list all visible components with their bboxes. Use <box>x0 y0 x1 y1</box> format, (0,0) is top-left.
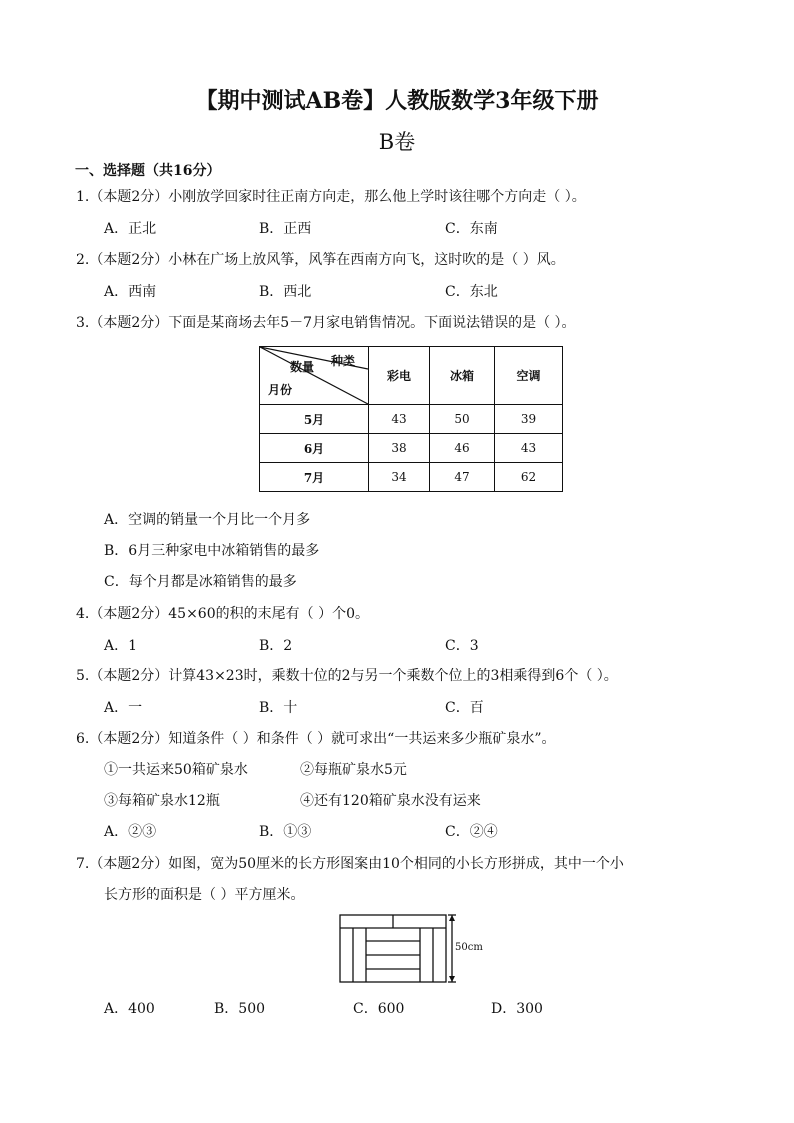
q4-option-b: B．2 <box>259 638 293 654</box>
q6-option-c: C．②④ <box>445 824 498 840</box>
q6-condition-3: ③每箱矿泉水12瓶 <box>104 793 220 809</box>
row-header: 6月 <box>260 434 369 463</box>
table-cell: 43 <box>369 405 430 434</box>
q2-option-a: A．西南 <box>104 284 157 300</box>
q5-option-b: B．十 <box>259 700 298 716</box>
q1-option-a: A．正北 <box>104 221 157 237</box>
table-cell: 38 <box>369 434 430 463</box>
corner-label-month: 月份 <box>268 383 293 397</box>
corner-label-type: 种类 <box>331 354 356 368</box>
row-header: 7月 <box>260 463 369 492</box>
q6-condition-4: ④还有120箱矿泉水没有运来 <box>300 793 481 809</box>
section-heading: 一、选择题（共16分） <box>75 163 221 179</box>
table-cell: 43 <box>495 434 563 463</box>
q2-option-b: B．西北 <box>259 284 312 300</box>
table-cell: 39 <box>495 405 563 434</box>
page-title: 【期中测试AB卷】人教版数学3年级下册 <box>195 88 599 114</box>
figure-dimension-label: 50cm <box>455 942 483 953</box>
table-cell: 47 <box>430 463 495 492</box>
table-cell: 50 <box>430 405 495 434</box>
question-7-line-1: 7.（本题2分）如图，宽为50厘米的长方形图案由10个相同的小长方形拼成，其中一个小 <box>76 856 624 872</box>
column-header: 彩电 <box>369 347 430 405</box>
table-row <box>260 405 563 434</box>
question-5: 5.（本题2分）计算43×23时，乘数十位的2与另一个乘数个位上的3相乘得到6个（ ）。 <box>76 668 618 684</box>
sales-table <box>259 346 563 492</box>
q5-option-a: A．一 <box>104 700 143 716</box>
table-cell: 62 <box>495 463 563 492</box>
table-cell: 46 <box>430 434 495 463</box>
table-row <box>260 463 563 492</box>
q7-option-d: D．300 <box>491 1001 543 1017</box>
question-3: 3.（本题2分）下面是某商场去年5－7月家电销售情况。下面说法错误的是（ ）。 <box>76 315 576 331</box>
q4-option-c: C．3 <box>445 638 479 654</box>
q4-option-a: A．1 <box>104 638 138 654</box>
q7-option-a: A．400 <box>104 1001 155 1017</box>
q1-option-b: B．正西 <box>259 221 312 237</box>
row-header: 5月 <box>260 405 369 434</box>
q5-option-c: C．百 <box>445 700 484 716</box>
table-cell: 34 <box>369 463 430 492</box>
q1-option-c: C．东南 <box>445 221 498 237</box>
q7-option-c: C．600 <box>353 1001 405 1017</box>
page-subtitle: B卷 <box>378 130 416 154</box>
question-4: 4.（本题2分）45×60的积的末尾有（ ）个0。 <box>76 606 369 622</box>
q3-option-b: B．6月三种家电中冰箱销售的最多 <box>104 543 320 559</box>
question-1: 1.（本题2分）小刚放学回家时往正南方向走，那么他上学时该往哪个方向走（ ）。 <box>76 189 586 205</box>
question-7-line-2: 长方形的面积是（ ）平方厘米。 <box>104 887 305 903</box>
q2-option-c: C．东北 <box>445 284 498 300</box>
table-corner-cell <box>260 347 369 405</box>
column-header: 空调 <box>495 347 563 405</box>
column-header: 冰箱 <box>430 347 495 405</box>
q3-option-a: A．空调的销量一个月比一个月多 <box>104 512 311 528</box>
q6-option-b: B．①③ <box>259 824 312 840</box>
q3-option-c: C．每个月都是冰箱销售的最多 <box>104 574 297 590</box>
q7-option-b: B．500 <box>214 1001 266 1017</box>
q6-option-a: A．②③ <box>104 824 157 840</box>
table-row <box>260 434 563 463</box>
corner-label-quantity: 数量 <box>290 360 315 374</box>
question-2: 2.（本题2分）小林在广场上放风筝，风筝在西南方向飞，这时吹的是（ ）风。 <box>76 252 565 268</box>
question-6: 6.（本题2分）知道条件（ ）和条件（ ）就可求出“一共运来多少瓶矿泉水”。 <box>76 731 556 747</box>
q6-condition-2: ②每瓶矿泉水5元 <box>300 762 407 778</box>
q6-condition-1: ①一共运来50箱矿泉水 <box>104 762 248 778</box>
